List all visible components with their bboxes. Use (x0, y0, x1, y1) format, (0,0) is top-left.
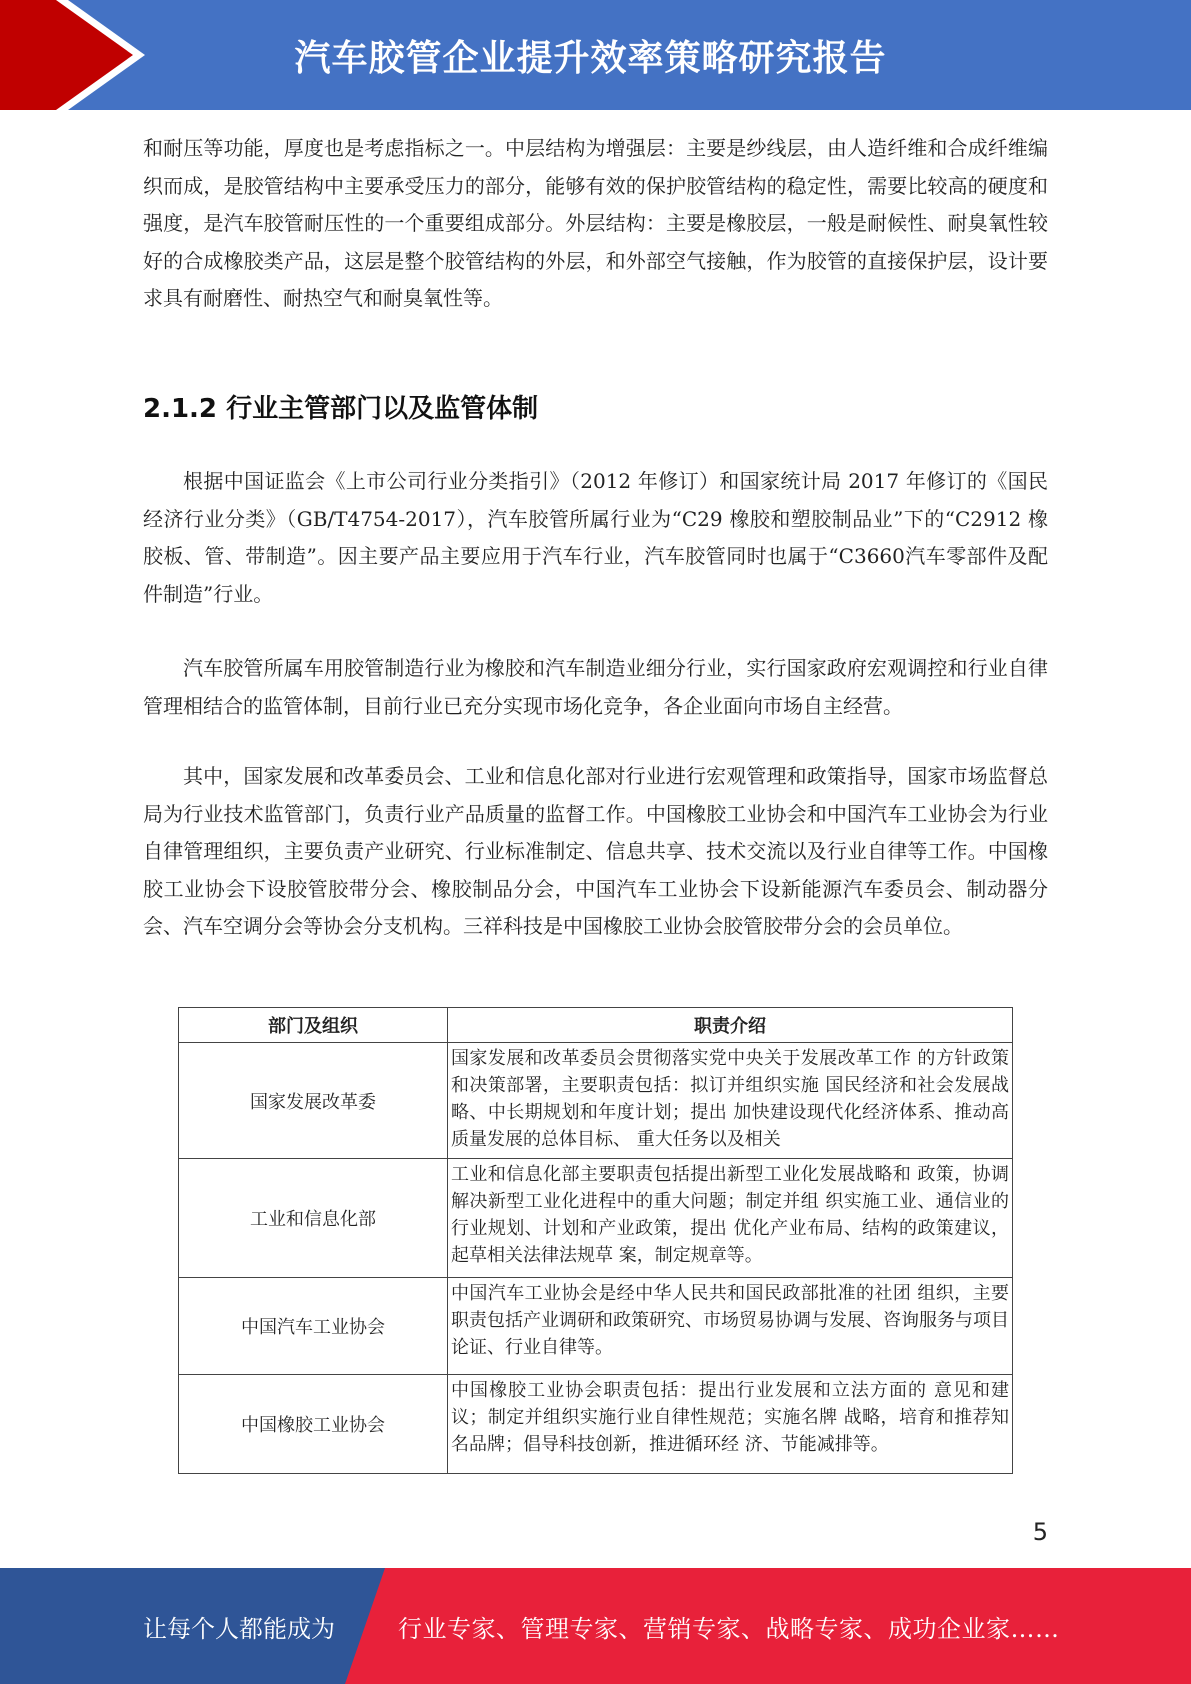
footer-slogan-right: 行业专家、管理专家、营销专家、战略专家、成功企业家…… (398, 1614, 1060, 1643)
table-cell-desc: 中国橡胶工业协会职责包括：提出行业发展和立法方面的 意见和建议；制定并组织实施行业自律性规范；实施名牌 战略，培育和推荐知名品牌；倡导科技创新，推进循环经 济、节能减排等。 (448, 1375, 1013, 1474)
table-row (179, 1159, 1013, 1278)
page-footer (0, 1568, 1191, 1684)
table-cell-org: 工业和信息化部 (179, 1159, 448, 1278)
header-title: 汽车胶管企业提升效率策略研究报告 (294, 37, 887, 79)
footer-slogan-left: 让每个人都能成为 (143, 1614, 335, 1643)
table-cell-org: 中国汽车工业协会 (179, 1278, 448, 1375)
header-arrow-decoration (0, 0, 150, 110)
table-header-org: 部门及组织 (179, 1008, 448, 1043)
page-number: 5 (1032, 1518, 1048, 1546)
paragraph-regulation: 汽车胶管所属车用胶管制造行业为橡胶和汽车制造业细分行业，实行国家政府宏观调控和行业自律管理相结合的监管体制，目前行业已充分实现市场化竞争，各企业面向市场自主经营。 (143, 656, 1048, 718)
table-row (179, 1278, 1013, 1375)
table-row (179, 1375, 1013, 1474)
table-cell-org: 中国橡胶工业协会 (179, 1375, 448, 1474)
page-header (0, 0, 1191, 110)
table-cell-desc: 工业和信息化部主要职责包括提出新型工业化发展战略和 政策，协调解决新型工业化进程中的重大问题；制定并组 织实施工业、通信业的行业规划、计划和产业政策，提出 优化产业布局、结构的政策建议，起草相关法律法规草 案，制定规章等。 (448, 1159, 1013, 1278)
table-cell-org: 国家发展改革委 (179, 1043, 448, 1159)
table-cell-desc: 国家发展和改革委员会贯彻落实党中央关于发展改革工作 的方针政策和决策部署，主要职责包括：拟订并组织实施 国民经济和社会发展战略、中长期规划和年度计划；提出 加快建设现代化经济体系、推动高质量发展的总体目标、 重大任务以及相关 (451, 1048, 1009, 1150)
duty-table (178, 1007, 1013, 1474)
paragraph-authorities: 其中，国家发展和改革委员会、工业和信息化部对行业进行宏观管理和政策指导，国家市场监督总局为行业技术监管部门，负责行业产品质量的监督工作。中国橡胶工业协会和中国汽车工业协会为行业自律管理组织，主要负责产业研究、行业标准制定、信息共享、技术交流以及行业自律等工作。中国橡胶工业协会下设胶管胶带分会、橡胶制品分会，中国汽车工业协会下设新能源汽车委员会、制动器分会、汽车空调分会等协会分支机构。三祥科技是中国橡胶工业协会胶管胶带分会的会员单位。 (143, 764, 1048, 938)
table-header-row (179, 1008, 1013, 1043)
paragraph-classification: 根据中国证监会《上市公司行业分类指引》（2012 年修订）和国家统计局 2017 年修订的《国民经济行业分类》（GB/T4754-2017），汽车胶管所属行业为“C29 橡胶和塑胶制品业”下的“C2912 橡胶板、管、带制造”。因主要产品主要应用于汽车行业，汽车胶管同时也属于“C3660汽车零部件及配件制造”行业。 (143, 469, 1048, 606)
table-cell-desc: 中国汽车工业协会是经中华人民共和国民政部批准的社团 组织，主要职责包括产业调研和政策研究、市场贸易协调与发展、咨询服务与项目论证、行业自律等。 (448, 1278, 1013, 1375)
table-row (179, 1043, 1013, 1159)
section-heading: 2.1.2 行业主管部门以及监管体制 (143, 394, 539, 424)
table-header-desc: 职责介绍 (448, 1008, 1013, 1043)
paragraph-structure: 和耐压等功能，厚度也是考虑指标之一。中层结构为增强层：主要是纱线层，由人造纤维和合成纤维编织而成，是胶管结构中主要承受压力的部分，能够有效的保护胶管结构的稳定性，需要比较高的硬度和强度，是汽车胶管耐压性的一个重要组成部分。外层结构：主要是橡胶层，一般是耐候性、耐臭氧性较好的合成橡胶类产品，这层是整个胶管结构的外层，和外部空气接触，作为胶管的直接保护层，设计要求具有耐磨性、耐热空气和耐臭氧性等。 (143, 136, 1048, 310)
